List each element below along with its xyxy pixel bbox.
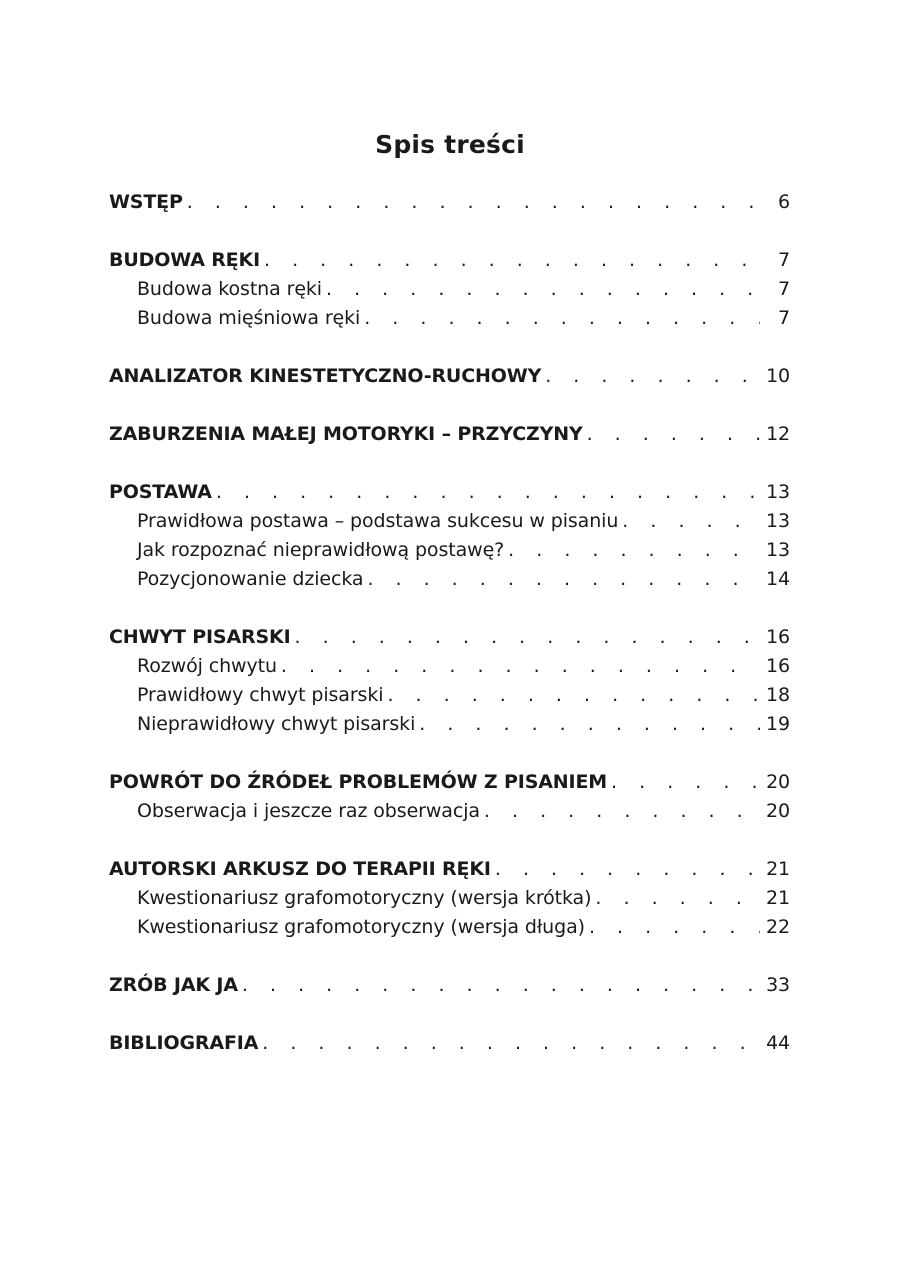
toc-entry-label: BUDOWA RĘKI: [109, 249, 261, 271]
dot-leader: [262, 1029, 760, 1058]
toc-subentry-nieprawidlowy-chwyt[interactable]: [109, 710, 790, 739]
toc-section-group: [109, 478, 790, 594]
dot-leader: [589, 913, 760, 942]
dot-leader: [367, 565, 760, 594]
toc-subentry-label: Budowa kostna ręki: [137, 278, 322, 300]
toc-subentry-kwestionariusz-krotka[interactable]: [109, 884, 790, 913]
toc-page-number: 22: [766, 916, 790, 938]
toc-page-number: 7: [778, 307, 790, 329]
toc-subentry-label: Obserwacja i jeszcze raz obserwacja: [137, 800, 480, 822]
toc-subentry-prawidlowa-postawa[interactable]: [109, 507, 790, 536]
toc-subentry-prawidlowy-chwyt[interactable]: [109, 681, 790, 710]
toc-entry-label: POSTAWA: [109, 481, 212, 503]
toc-section-group: [109, 246, 790, 333]
toc-entry-postawa[interactable]: [109, 478, 790, 507]
dot-leader: [622, 507, 760, 536]
toc-entry-bibliografia[interactable]: [109, 1029, 790, 1058]
toc-page-number: 13: [766, 539, 790, 561]
toc-subentry-label: Prawidłowy chwyt pisarski: [137, 684, 384, 706]
toc-entry-chwyt-pisarski[interactable]: [109, 623, 790, 652]
dot-leader: [326, 275, 760, 304]
toc-subentry-pozycjonowanie[interactable]: [109, 565, 790, 594]
toc-subentry-label: Prawidłowa postawa – podstawa sukcesu w pisaniu: [137, 510, 619, 532]
toc-subentry-kwestionariusz-dluga[interactable]: [109, 913, 790, 942]
toc-subentry-label: Budowa mięśniowa ręki: [137, 307, 361, 329]
toc-subentry-label: Kwestionariusz grafomotoryczny (wersja krótka): [137, 887, 592, 909]
toc-subentry-obserwacja[interactable]: [109, 797, 790, 826]
toc-page-number: 10: [766, 365, 790, 387]
toc-page-number: 14: [766, 568, 790, 590]
dot-leader: [281, 652, 760, 681]
dot-leader: [387, 681, 760, 710]
toc-page-number: 20: [766, 800, 790, 822]
toc-entry-powrot-do-zrodel[interactable]: [109, 768, 790, 797]
toc-entry-label: ANALIZATOR KINESTETYCZNO-RUCHOWY: [109, 365, 542, 387]
toc-section-group: [109, 855, 790, 942]
toc-subentry-label: Kwestionariusz grafomotoryczny (wersja długa): [137, 916, 585, 938]
dot-leader: [242, 971, 760, 1000]
dot-leader: [187, 188, 760, 217]
table-of-contents: [109, 188, 790, 1087]
toc-page-number: 33: [766, 974, 790, 996]
toc-entry-label: POWRÓT DO ŹRÓDEŁ PROBLEMÓW Z PISANIEM: [109, 771, 608, 793]
dot-leader: [484, 797, 760, 826]
toc-subentry-label: Rozwój chwytu: [137, 655, 277, 677]
dot-leader: [295, 623, 760, 652]
dot-leader: [364, 304, 760, 333]
toc-section-group: [109, 188, 790, 217]
toc-entry-label: CHWYT PISARSKI: [109, 626, 291, 648]
toc-page-number: 21: [766, 858, 790, 880]
toc-section-group: [109, 1029, 790, 1058]
toc-page-number: 6: [778, 191, 790, 213]
toc-section-group: [109, 971, 790, 1000]
toc-entry-label: ZRÓB JAK JA: [109, 974, 238, 996]
toc-entry-analizator[interactable]: [109, 362, 790, 391]
toc-subentry-rozwoj-chwytu[interactable]: [109, 652, 790, 681]
toc-page-number: 7: [778, 278, 790, 300]
toc-entry-budowa-reki[interactable]: [109, 246, 790, 275]
toc-entry-label: ZABURZENIA MAŁEJ MOTORYKI – PRZYCZYNY: [109, 423, 583, 445]
toc-page-number: 16: [766, 655, 790, 677]
toc-section-group: [109, 362, 790, 391]
toc-page-number: 13: [766, 481, 790, 503]
toc-page-number: 12: [766, 423, 790, 445]
toc-page-number: 18: [766, 684, 790, 706]
toc-page-number: 44: [766, 1032, 790, 1054]
dot-leader: [264, 246, 760, 275]
toc-section-group: [109, 420, 790, 449]
toc-subentry-label: Pozycjonowanie dziecka: [137, 568, 364, 590]
toc-section-group: [109, 623, 790, 739]
toc-page-number: 19: [766, 713, 790, 735]
toc-page-number: 20: [766, 771, 790, 793]
toc-subentry-budowa-miesniowa[interactable]: [109, 304, 790, 333]
toc-entry-label: WSTĘP: [109, 191, 183, 213]
toc-subentry-label: Jak rozpoznać nieprawidłową postawę?: [137, 539, 505, 561]
toc-subentry-budowa-kostna[interactable]: [109, 275, 790, 304]
toc-entry-zaburzenia[interactable]: [109, 420, 790, 449]
dot-leader: [495, 855, 760, 884]
dot-leader: [595, 884, 760, 913]
dot-leader: [545, 362, 760, 391]
toc-subentry-jak-rozpoznac[interactable]: [109, 536, 790, 565]
dot-leader: [508, 536, 760, 565]
dot-leader: [611, 768, 760, 797]
toc-entry-wstep[interactable]: [109, 188, 790, 217]
toc-entry-zrob-jak-ja[interactable]: [109, 971, 790, 1000]
dot-leader: [216, 478, 760, 507]
toc-page-number: 7: [778, 249, 790, 271]
toc-entry-autorski-arkusz[interactable]: [109, 855, 790, 884]
page-title: Spis treści: [375, 130, 525, 159]
toc-subentry-label: Nieprawidłowy chwyt pisarski: [137, 713, 416, 735]
toc-entry-label: AUTORSKI ARKUSZ DO TERAPII RĘKI: [109, 858, 491, 880]
toc-entry-label: BIBLIOGRAFIA: [109, 1032, 259, 1054]
toc-page-number: 16: [766, 626, 790, 648]
toc-page-number: 21: [766, 887, 790, 909]
dot-leader: [419, 710, 760, 739]
toc-section-group: [109, 768, 790, 826]
dot-leader: [587, 420, 760, 449]
toc-page-number: 13: [766, 510, 790, 532]
